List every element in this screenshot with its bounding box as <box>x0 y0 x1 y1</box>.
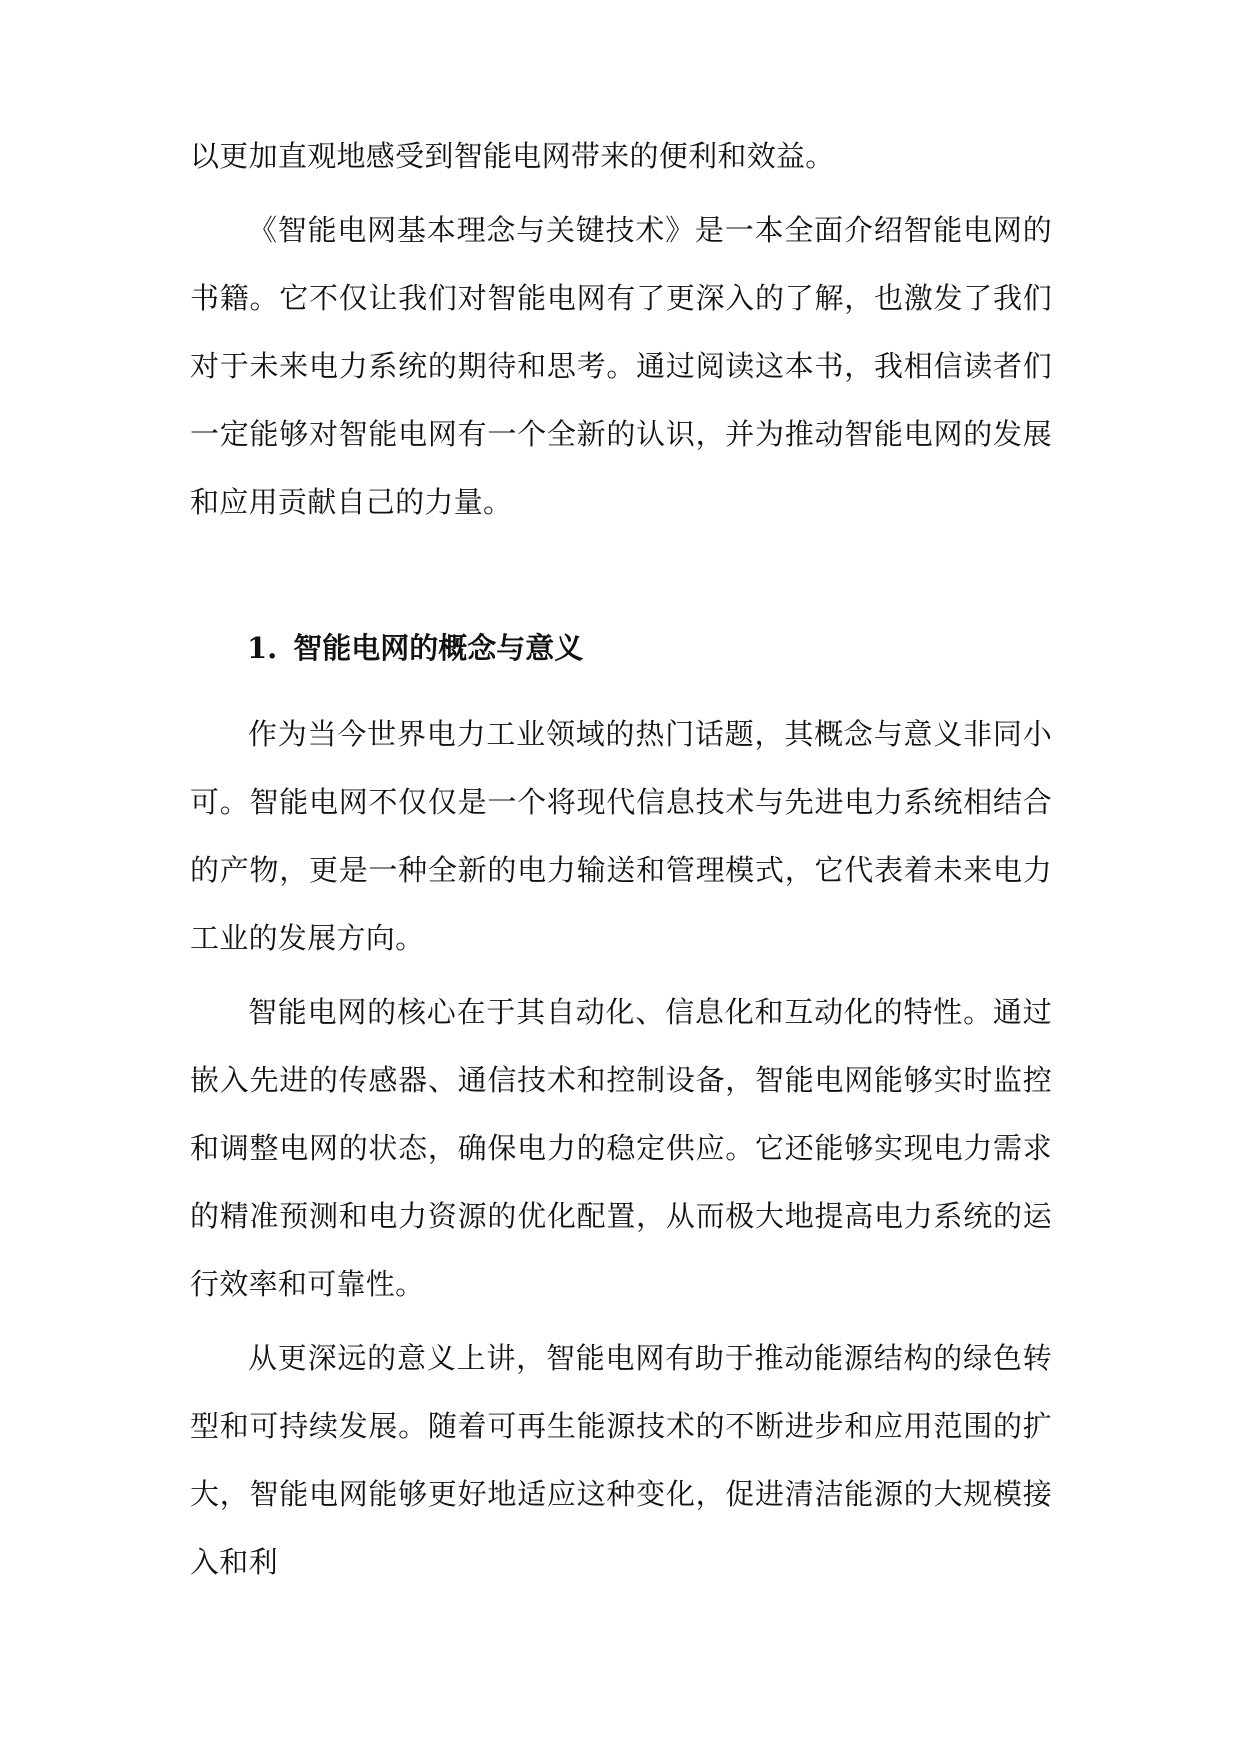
section-body <box>190 700 1052 1596</box>
section-heading <box>247 628 583 668</box>
section-paragraph-concept: 作为当今世界电力工业领域的热门话题，其概念与意义非同小可。智能电网不仅仅是一个将现代信息技术与先进电力系统相结合的产物，更是一种全新的电力输送和管理模式，它代表着未来电力工业的发展方向。 <box>190 717 1052 955</box>
intro-text <box>190 122 1052 536</box>
section-title: 智能电网的概念与意义 <box>293 631 584 665</box>
section-number: 1. <box>247 631 278 665</box>
section-paragraph-significance: 从更深远的意义上讲，智能电网有助于推动能源结构的绿色转型和可持续发展。随着可再生能源技术的不断进步和应用范围的扩大，智能电网能够更好地适应这种变化，促进清洁能源的大规模接入和利 <box>190 1341 1052 1579</box>
intro-paragraph-book: 《智能电网基本理念与关键技术》是一本全面介绍智能电网的书籍。它不仅让我们对智能电网有了更深入的了解，也激发了我们对于未来电力系统的期待和思考。通过阅读这本书，我相信读者们一定能够对智能电网有一个全新的认识，并为推动智能电网的发展和应用贡献自己的力量。 <box>190 213 1052 519</box>
section-paragraph-core: 智能电网的核心在于其自动化、信息化和互动化的特性。通过嵌入先进的传感器、通信技术和控制设备，智能电网能够实时监控和调整电网的状态，确保电力的稳定供应。它还能够实现电力需求的精准预测和电力资源的优化配置，从而极大地提高电力系统的运行效率和可靠性。 <box>190 995 1052 1301</box>
intro-paragraph-continued: 以更加直观地感受到智能电网带来的便利和效益。 <box>190 139 835 173</box>
